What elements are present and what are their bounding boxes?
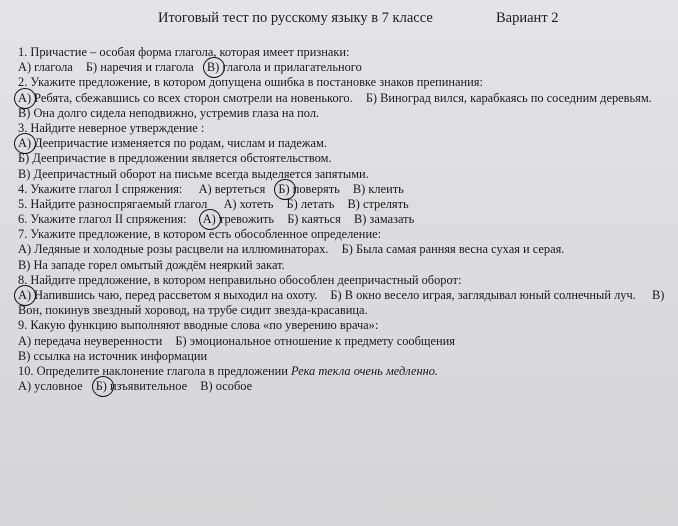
answer-row-3c	[18, 167, 668, 182]
question-6: 6. Укажите глагол II спряжения:	[18, 212, 187, 227]
questions	[18, 45, 668, 394]
answer-row-3b	[18, 151, 668, 166]
answer-row-7c	[18, 258, 668, 273]
option-5-b[interactable]: Б) летать	[286, 196, 335, 211]
question-9: 9. Какую функцию выполняют вводные слова «по уверению врача»:	[18, 318, 379, 333]
option-8-c[interactable]: В) Вон, покинув звездный хоровод, на трубе сидит звезда-красавица.	[18, 288, 665, 318]
option-2-b[interactable]: Б) Виноград вился, карабкаясь по соседним деревьям.	[365, 90, 652, 105]
question-5-row	[18, 197, 668, 212]
option-1-c[interactable]: В) глагола и прилагательного	[206, 60, 362, 75]
question-5: 5. Найдите разноспрягаемый глагол	[18, 196, 208, 211]
option-3-b[interactable]: Б) Деепричастие в предложении является обстоятельством.	[18, 151, 332, 166]
option-9-c[interactable]: В) ссылка на источник информации	[18, 348, 208, 363]
question-6-row	[18, 212, 668, 227]
question-7: 7. Укажите предложение, в котором есть обособленное определение:	[18, 227, 382, 242]
option-1-b[interactable]: Б) наречия и глагола	[85, 60, 194, 75]
option-8-a[interactable]: А) Напившись чаю, перед рассветом я выходил на охоту.	[18, 288, 318, 303]
option-2-c[interactable]: В) Она долго сидела неподвижно, устремив глаза на пол.	[18, 105, 320, 120]
question-10-row	[18, 364, 668, 379]
option-6-c[interactable]: В) замазать	[353, 212, 415, 227]
option-3-a[interactable]: А) Деепричастие изменяется по родам, числам и падежам.	[18, 136, 327, 151]
option-10-c[interactable]: В) особое	[200, 379, 253, 394]
answer-row-3a	[18, 136, 668, 151]
option-10-b[interactable]: Б) изъявительное	[95, 379, 188, 394]
option-6-b[interactable]: Б) каяться	[287, 212, 341, 227]
option-7-a[interactable]: А) Ледяные и холодные розы расцвели на иллюминаторах.	[18, 242, 329, 257]
option-10-a[interactable]: А) условное	[18, 379, 83, 394]
header	[0, 8, 678, 30]
option-7-c[interactable]: В) На западе горел омытый дождём неяркий закат.	[18, 257, 285, 272]
option-2-a[interactable]: А) Ребята, сбежавшись со всех сторон смотрели на новенького.	[18, 90, 353, 105]
question-3: 3. Найдите неверное утверждение :	[18, 120, 205, 135]
question-2: 2. Укажите предложение, в котором допущена ошибка в постановке знаков препинания:	[18, 75, 483, 90]
question-4: 4. Укажите глагол I спряжения:	[18, 181, 183, 196]
answers-7	[18, 242, 668, 257]
option-8-b[interactable]: Б) В окно весело играя, заглядывал юный солнечный луч.	[330, 288, 636, 303]
option-4-b[interactable]: Б) поверять	[278, 181, 340, 196]
answers-10	[18, 379, 668, 394]
option-5-a[interactable]: А) хотеть	[223, 196, 274, 211]
answers-9	[18, 334, 668, 349]
option-9-a[interactable]: А) передача неуверенности	[18, 333, 163, 348]
answers-8	[18, 288, 668, 318]
question-4-row	[18, 182, 668, 197]
question-10-sentence: Река текла очень медленно.	[290, 364, 439, 378]
option-9-b[interactable]: Б) эмоциональное отношение к предмету сообщения	[175, 333, 455, 348]
option-4-c[interactable]: В) клеить	[352, 181, 404, 196]
option-3-c[interactable]: В) Деепричастный оборот на письме всегда выделяется запятыми.	[18, 166, 369, 181]
page-title: Итоговый тест по русскому языку в 7 классе	[158, 10, 433, 26]
question-8: 8. Найдите предложение, в котором неправильно обособлен деепричастный оборот:	[18, 272, 462, 287]
option-4-a[interactable]: А) вертеться	[198, 181, 266, 196]
option-7-b[interactable]: Б) Была самая ранняя весна сухая и серая.	[341, 242, 565, 257]
question-1: 1. Причастие – особая форма глагола, которая имеет признаки:	[18, 45, 350, 59]
option-1-a[interactable]: А) глагола	[18, 60, 73, 75]
option-5-c[interactable]: В) стрелять	[347, 196, 409, 211]
answer-row-9c	[18, 349, 668, 364]
question-10: 10. Определите наклонение глагола в предложении	[18, 364, 288, 378]
variant-label: Вариант 2	[496, 10, 559, 26]
option-6-a[interactable]: А) тревожить	[202, 212, 275, 227]
answers-2	[18, 91, 668, 121]
answers-1	[18, 60, 668, 75]
